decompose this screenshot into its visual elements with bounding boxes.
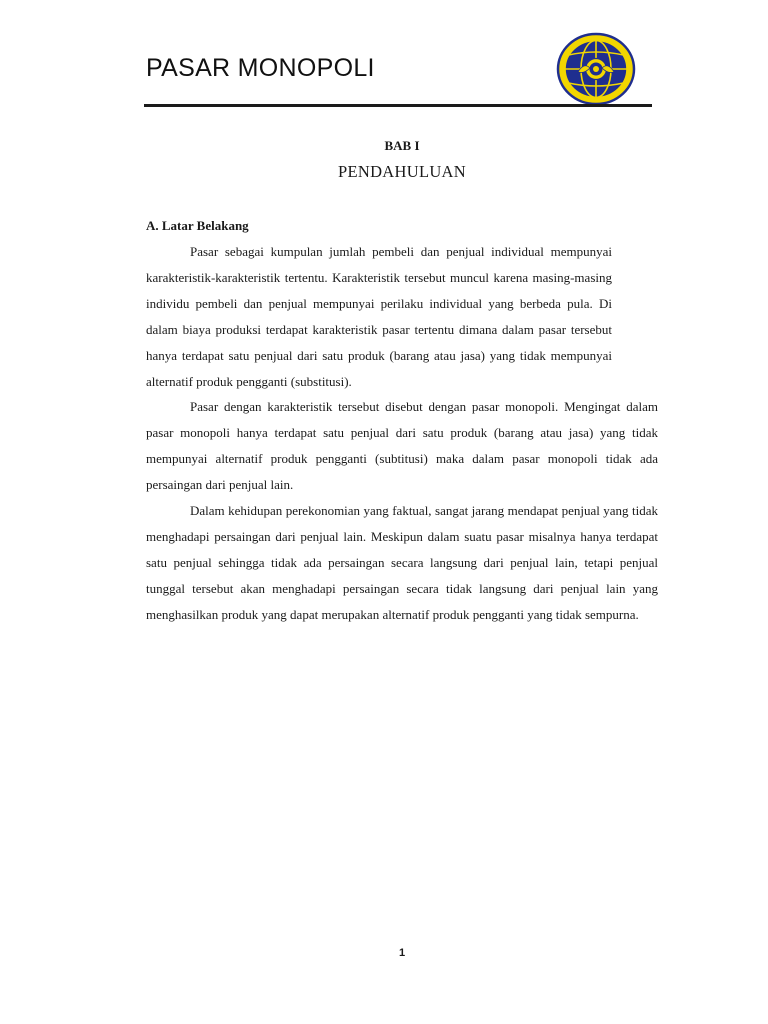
paragraph-1: Pasar sebagai kumpulan jumlah pembeli dan penjual individual mempunyai karakteristik-karakteristik tertentu. Karakteristik tersebut muncul karena masing-masing individu pembeli dan penjual mempunyai perilaku individual yang berbeda pula. Di dalam biaya produksi terdapat karakteristik pasar tertentu dimana dalam pasar tersebut hanya terdapat satu penjual dari satu produk (barang atau jasa) yang tidak mempunyai alternatif produk pengganti (substitusi).: [146, 244, 612, 389]
header-divider: [144, 104, 652, 107]
document-header-title: PASAR MONOPOLI: [146, 54, 375, 82]
body-text: [146, 239, 658, 628]
page-number: 1: [398, 947, 406, 959]
section-heading: A. Latar Belakang: [146, 218, 249, 233]
university-logo-icon: [556, 32, 636, 106]
paragraph-3: Dalam kehidupan perekonomian yang faktual, sangat jarang mendapat penjual yang tidak menghadapi persaingan dari penjual lain. Meskipun dalam suatu pasar misalnya hanya terdapat satu penjual sehingga tidak ada persaingan secara langsung dari penjual lain, tetapi penjual tunggal tersebut akan menghadapi persaingan secara tidak langsung dari penjual lain yang menghasilkan produk yang dapat merupakan alternatif produk pengganti yang tidak sempurna.: [146, 503, 658, 622]
chapter-title: PENDAHULUAN: [338, 162, 466, 181]
paragraph-2: Pasar dengan karakteristik tersebut disebut dengan pasar monopoli. Mengingat dalam pasar monopoli hanya terdapat satu penjual dari satu produk (barang atau jasa) yang tidak mempunyai alternatif produk pengganti (subtitusi) maka dalam pasar monopoli tidak ada persaingan dari penjual lain.: [146, 399, 658, 493]
chapter-label: BAB I: [384, 138, 420, 153]
